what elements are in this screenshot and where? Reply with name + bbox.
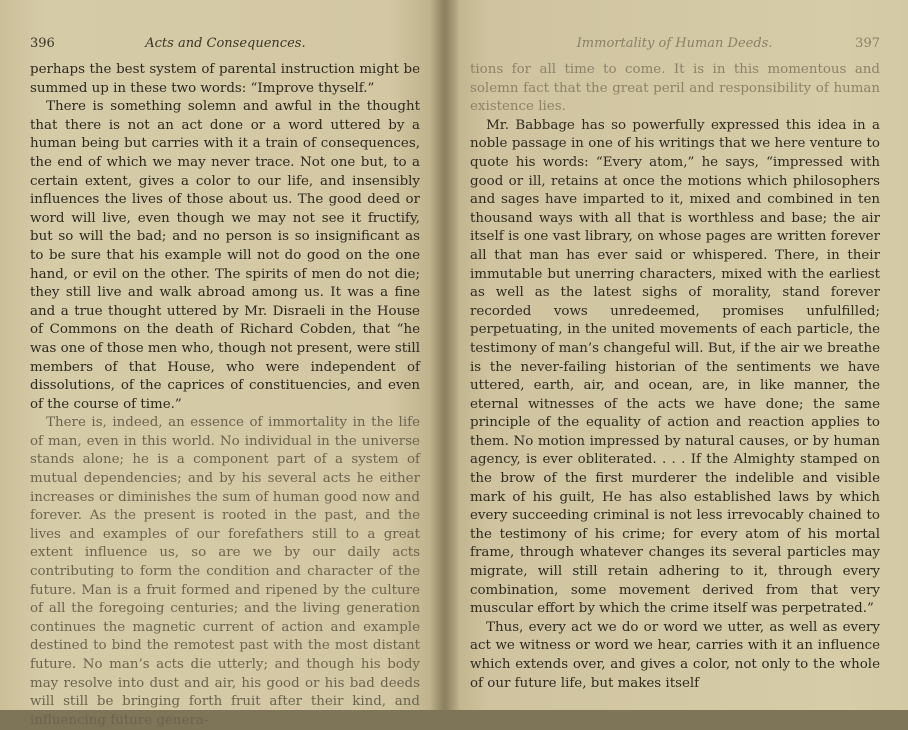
left-page — [0, 0, 442, 728]
left-paragraph-3: There is, indeed, an essence of immortality in the life of man, even in this world. No individual in the universe stands alone; he is a component part of a system of mutual dependencies; and by his several acts he either increases or diminishes the sum of human good now and forever. As the present is rooted in the past, and the lives and examples of our forefathers still to a great extent influence us, so are we by our daily acts contributing to form the condition and character of the future. Man is a fruit formed and ripened by the culture of all the foregoing centuries; and the living generation continues the magnetic current of action and example destined to bind the remotest past with the most distant future. No man’s acts die utterly; and though his body may resolve into dust and air, his good or his bad deeds will still be bringing forth fruit after their kind, and influencing future genera- — [30, 415, 420, 728]
left-page-number: 396 — [30, 36, 55, 51]
left-running-title: Acts and Consequences. — [145, 36, 306, 51]
left-running-head — [30, 36, 420, 51]
right-page — [442, 0, 908, 710]
right-body-text — [470, 61, 880, 693]
right-paragraph-3: Thus, every act we do or word we utter, as well as every act we witness or word we hear, carries with it an influence which extends over, and gives a color, not only to the whole of our future life, but makes itself — [470, 619, 880, 691]
right-running-head — [470, 36, 880, 51]
left-paragraph-1: perhaps the best system of parental instruction might be summed up in these two words: “Improve thyself.” — [30, 62, 420, 96]
right-running-title: Immortality of Human Deeds. — [576, 36, 773, 51]
left-paragraph-2: There is something solemn and awful in the thought that there is not an act done or a word uttered by a human being but carries with it a train of consequences, the end of which we may never trace. Not one but, to a certain extent, gives a color to our life, and insensibly influences the lives of those about us. The good deed or word will live, even though we may not see it fructify, but so will the bad; and no person is so insignificant as to be sure that his example will not do good on the one hand, or evil on the other. The spirits of men do not die; they still live and walk abroad among us. It was a fine and a true thought uttered by Mr. Disraeli in the House of Commons on the death of Richard Cobden, that “he was one of those men who, though not present, were still members of that House, who were independent of dissolutions, of the caprices of constituencies, and even of the course of time.” — [30, 99, 420, 412]
right-paragraph-2: Mr. Babbage has so powerfully expressed this idea in a noble passage in one of his writings that we here venture to quote his words: “Every atom,” he says, “impressed with good or ill, retains at once the motions which philosophers and sages have imparted to it, mixed and combined in ten thousand ways with all that is worthless and base; the air itself is one vast library, on whose pages are written forever all that man has ever said or whispered. There, in their immutable but unerring characters, mixed with the earliest as well as the latest sighs of morality, stand forever recorded vows unredeemed, promises unfulfilled; perpetuating, in the united movements of each particle, the testimony of man’s changeful will. But, if the air we breathe is the never-failing historian of the sentiments we have uttered, earth, air, and ocean, are, in like manner, the eternal witnesses of the acts we have done; the same principle of the equality of action and reaction applies to them. No motion impressed by natural causes, or by human agency, is ever obliterated. . . . If the Almighty stamped on the brow of the first murderer the indelible and visible mark of his guilt, He has also established laws by which every succeeding criminal is not less irrevocably chained to the testimony of his crime; for every atom of his mortal frame, through whatever changes its several particles may migrate, will still retain adhering to it, through every combination, some movement derived from that very muscular effort by which the crime itself was perpetrated.” — [470, 117, 880, 617]
right-page-number: 397 — [855, 36, 880, 51]
left-body-text — [30, 61, 420, 730]
right-paragraph-1: tions for all time to come. It is in this momentous and solemn fact that the great peril and responsibility of human existence lies. — [470, 62, 880, 115]
